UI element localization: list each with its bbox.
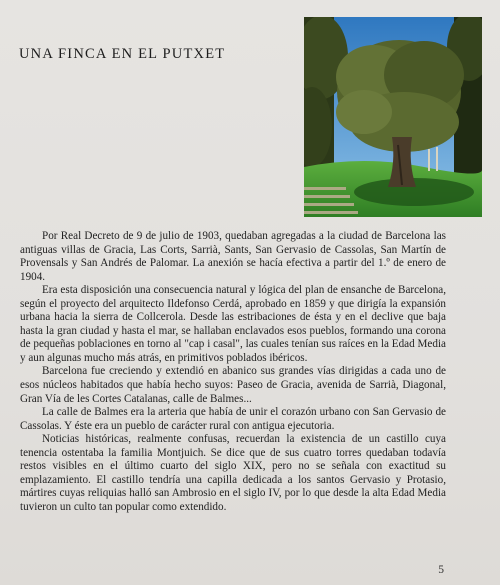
paragraph: La calle de Balmes era la arteria que había de unir el corazón urbano con San Gervasio de Cassolas. Y éste era un pueblo de carácter rural con antigua ejecutoria. xyxy=(20,406,446,432)
page-title: UNA FINCA EN EL PUTXET xyxy=(19,45,226,62)
article-body xyxy=(20,230,446,514)
paragraph: Barcelona fue creciendo y extendió en abanico sus grandes vías dirigidas a cada uno de esos núcleos habitados que había hecho suyos: Paseo de Gracia, avenida de Sarrià, Diagonal, Gran Vía de les Cortes Catalanas, calle de Balmes... xyxy=(20,365,446,405)
paragraph: Por Real Decreto de 9 de julio de 1903, quedaban agregadas a la ciudad de Barcelona las antiguas villas de Gracia, Las Corts, Sarrià, Sants, San Gervasio de Cassolas, San Martín de Provensals y San Andrés de Palomar. La anexión se hacía efectiva a partir del 1.º de enero de 1904. xyxy=(20,230,446,283)
paragraph: Era esta disposición una consecuencia natural y lógica del plan de ensanche de Barcelona, según el proyecto del arquitecto Ildefonso Cerdá, aprobado en 1859 y que dirigía la expansión urbana hacia la sierra de Collcerola. Desde las estribaciones de ésta y en el declive que baja hasta la gran ciudad y hasta el mar, se hallaban enclavados esos pueblos, formando una corona de pequeñas poblaciones en torno al "cap i casal", las cuales tenían sus raíces en la Edad Media y aun algunas mucho más atrás, en primitivos poblados ibéricos. xyxy=(20,284,446,364)
olive-tree-image xyxy=(304,17,482,217)
page-number: 5 xyxy=(438,564,444,576)
garden-photo xyxy=(304,17,482,217)
paragraph: Noticias históricas, realmente confusas, recuerdan la existencia de un castillo cuya tenencia ostentaba la familia Montjuich. Se dice que de sus cuatro torres quedaban todavía restos visibles en el último cuarto del siglo XIX, pero no se señala con exactitud su emplazamiento. El castillo tendría una capilla dedicada a los santos Gervasio y Protasio, mártires cuyas reliquias halló san Ambrosio en el siglo IV, por lo que desde la alta Edad Media tuvieron un culto tan popular como extendido. xyxy=(20,433,446,513)
